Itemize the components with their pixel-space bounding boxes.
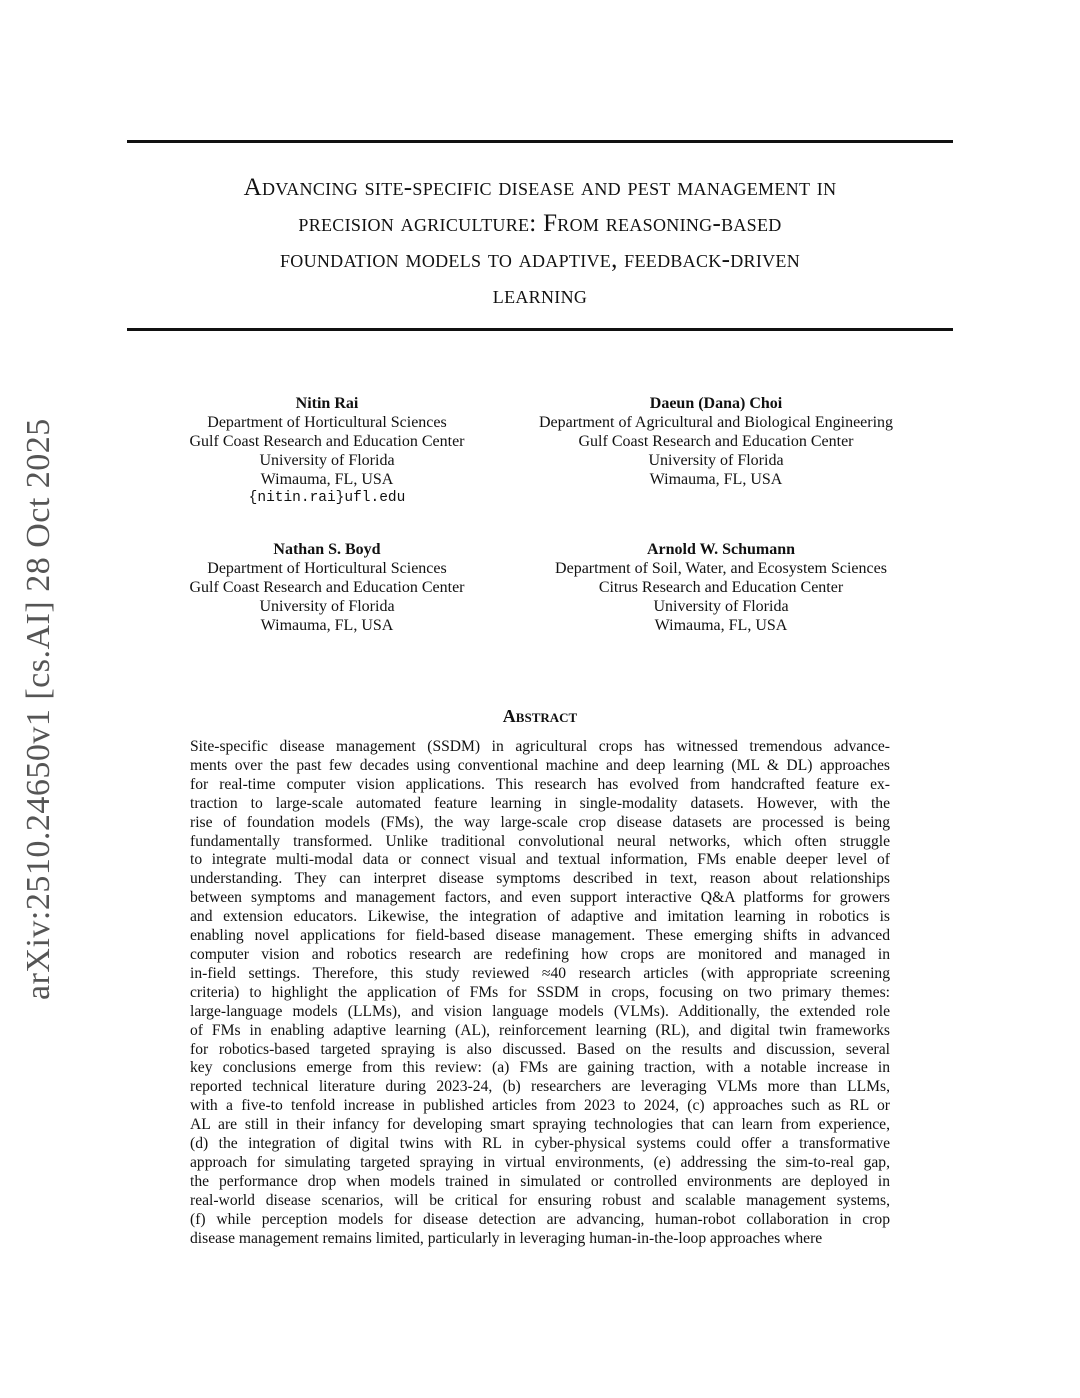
author-affiliation: Gulf Coast Research and Education Center [189,433,465,450]
abstract-line: disease management remains limited, particularly in leveraging human-in-the-loop approaches where [190,1229,823,1247]
abstract-line: reported technical literature during 2023-24, (b) researchers are leveraging VLMs more than LLMs, [190,1078,890,1096]
abstract-heading: Abstract [502,706,578,726]
author-affiliation: University of Florida [648,452,784,469]
author-email: {nitin.rai}ufl.edu [248,490,406,506]
author-affiliation: University of Florida [653,598,789,615]
abstract-line: enabling novel applications for field-based disease management. These emerging shifts in advanced [190,927,890,945]
abstract-line: real-world disease scenarios, will be critical for ensuring robust and scalable management systems, [190,1191,890,1209]
abstract-line: approach for simulating targeted spraying in virtual environments, (e) addressing the sim-to-real gap, [190,1153,890,1171]
author-affiliation: University of Florida [259,598,395,615]
abstract-line: (d) the integration of digital twins with RL in cyber-physical systems could offer a transformative [190,1135,890,1153]
abstract-line: in-field settings. Therefore, this study reviewed ≈40 research articles (with appropriate screening [190,964,890,982]
author-block [516,394,916,489]
author-affiliation: Gulf Coast Research and Education Center [578,433,854,450]
author-name: Nitin Rai [295,395,359,412]
abstract-line: large-language models (LLMs), and vision language models (VLMs). Additionally, the extended role [190,1002,890,1020]
abstract-line: computer vision and robotics research are redefining how crops are monitored and managed in [190,945,890,963]
author-block [127,394,527,508]
author-block [516,540,926,635]
arxiv-identifier: arXiv:2510.24650v1 [cs.AI] 28 Oct 2025 [20,418,57,1000]
abstract-line: Site-specific disease management (SSDM) in agricultural crops has witnessed tremendous advance- [190,738,890,755]
title-bottom-rule [127,328,953,331]
author-affiliation: Gulf Coast Research and Education Center [189,579,465,596]
author-affiliation: Department of Soil, Water, and Ecosystem Sciences [555,560,887,577]
title-line: learning [492,282,588,309]
title-top-rule [127,140,953,143]
abstract-line: and extension educators. Likewise, the integration of adaptive and imitation learning in robotics is [190,908,890,926]
author-affiliation: Citrus Research and Education Center [598,579,844,596]
author-affiliation: Department of Agricultural and Biological Engineering [538,414,894,431]
author-name: Daeun (Dana) Choi [649,395,783,412]
author-name: Arnold W. Schumann [646,541,796,558]
title-line: precision agriculture: From reasoning-based [298,210,782,237]
author-affiliation: Department of Horticultural Sciences [207,414,447,431]
abstract-line: AL are still in their infancy for developing smart spraying technologies that can learn from experience, [190,1116,890,1134]
author-name: Nathan S. Boyd [273,541,381,558]
abstract-line: with a five-to tenfold increase in published articles from 2023 to 2024, (c) approaches such as RL or [190,1097,890,1115]
abstract-line: rise of foundation models (FMs), the way large-scale crop disease datasets are processed is being [190,813,890,831]
paper-title [127,170,953,314]
title-line: Advancing site-specific disease and pest management in [243,174,837,201]
abstract-line: traction to large-scale automated feature learning in single-modality datasets. However, with the [190,794,890,812]
title-line: foundation models to adaptive, feedback-driven [279,246,801,273]
abstract-line: fundamentally transformed. Unlike traditional convolutional neural networks, which often struggle [190,832,890,850]
abstract-line: between symptoms and management factors, and even support interactive Q&A platforms for growers [190,889,890,907]
author-affiliation: Department of Horticultural Sciences [207,560,447,577]
author-affiliation: Wimauma, FL, USA [649,471,783,488]
author-block [127,540,527,635]
author-affiliation: University of Florida [259,452,395,469]
abstract-line: for real-time computer vision applications. This research has evolved from handcrafted feature ex- [190,775,890,793]
abstract-line: criteria) to highlight the application of FMs for SSDM in crops, focusing on two primary themes: [190,983,890,1001]
abstract-line: for robotics-based targeted spraying is also discussed. Based on the results and discussion, several [190,1040,890,1058]
abstract-line: of FMs in enabling adaptive learning (AL), reinforcement learning (RL), and digital twin frameworks [190,1021,890,1039]
abstract-line: ments over the past few decades using conventional machine and deep learning (ML & DL) approaches [190,756,890,774]
author-affiliation: Wimauma, FL, USA [654,617,788,634]
abstract-line: (f) while perception models for disease detection are advancing, human-robot collaboration in crop [190,1210,890,1228]
abstract-line: the performance drop when models trained in simulated or controlled environments are deployed in [190,1172,890,1190]
abstract-line: key conclusions emerge from this review: (a) FMs are gaining traction, with a notable increase in [190,1059,890,1077]
author-affiliation: Wimauma, FL, USA [260,617,394,634]
abstract-line: to integrate multi-modal data or connect visual and textual information, FMs enable deeper level of [190,851,890,869]
author-affiliation: Wimauma, FL, USA [260,471,394,488]
abstract-body [190,738,890,1248]
abstract-line: understanding. They can interpret disease symptoms described in text, reason about relationships [190,870,890,888]
